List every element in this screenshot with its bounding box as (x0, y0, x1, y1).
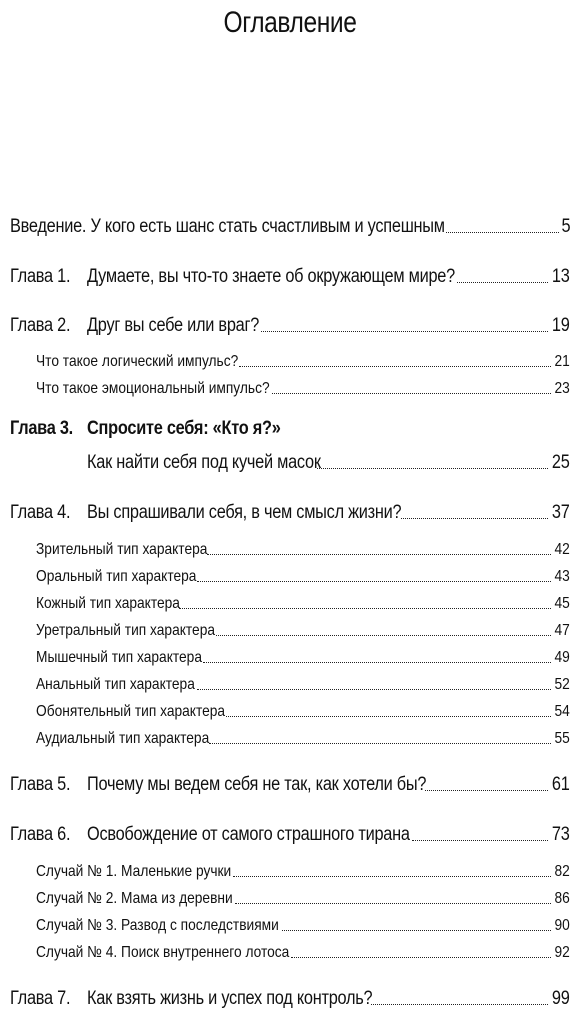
toc-entry-section[interactable] (36, 908, 570, 934)
toc-leader-dots (291, 957, 552, 958)
chapter-number: Глава 6. (10, 824, 71, 845)
toc-entry-label-line2: Как найти себя под кучей масок (87, 452, 321, 473)
toc-page-number: 61 (552, 774, 570, 795)
toc-page-number: 45 (554, 595, 570, 612)
toc-entry-label: Освобождение от самого страшного тирана (87, 824, 410, 845)
toc-entry-section[interactable] (36, 371, 570, 397)
toc-leader-dots (207, 554, 551, 555)
toc-entry-label: Уретральный тип характера (36, 622, 216, 639)
toc-page-number: 92 (554, 944, 570, 961)
toc-entry-label: Случай № 1. Маленькие ручки (36, 863, 232, 880)
toc-leader-dots (317, 468, 549, 469)
toc-leader-dots (446, 232, 559, 233)
toc-page-number: 25 (552, 452, 570, 473)
toc-entry-label: Случай № 3. Развод с последствиями (36, 917, 279, 934)
toc-entry-label: Анальный тип характера (36, 676, 195, 693)
toc-entry-section[interactable] (36, 935, 570, 961)
toc-leader-dots (226, 716, 551, 717)
toc-leader-dots (197, 689, 551, 690)
toc-page-number: 47 (554, 622, 570, 639)
toc-entry-label: Случай № 4. Поиск внутреннего лотоса (36, 944, 290, 961)
toc-leader-dots (197, 581, 552, 582)
toc-entry-label: Вы спрашивали себя, в чем смысл жизни? (87, 502, 402, 523)
toc-entry-section[interactable] (36, 586, 570, 612)
toc-leader-dots (261, 331, 548, 332)
toc-page-number: 13 (552, 266, 570, 287)
toc-page-number: 5 (561, 216, 570, 237)
toc-page-number: 43 (554, 568, 570, 585)
toc-entry-label: Аудиальный тип характера (36, 730, 210, 747)
toc-entry-section[interactable] (36, 667, 570, 693)
toc-entry-label: Друг вы себе или враг? (87, 315, 260, 336)
chapter-number: Глава 1. (10, 266, 71, 287)
toc-entry-section[interactable] (36, 559, 570, 585)
toc-leader-dots (216, 635, 551, 636)
toc-entry-label: Что такое эмоциональный импульс? (36, 380, 270, 397)
toc-page-number: 86 (554, 890, 570, 907)
toc-entry-chapter-1[interactable] (10, 260, 570, 286)
chapter-number: Глава 7. (10, 988, 71, 1009)
toc-entry-section[interactable] (36, 640, 570, 666)
toc-leader-dots (209, 743, 551, 744)
toc-entry-label: Обонятельный тип характера (36, 703, 226, 720)
toc-leader-dots (203, 662, 551, 663)
chapter-number: Глава 2. (10, 315, 71, 336)
toc-entry-section[interactable] (36, 613, 570, 639)
toc-leader-dots (371, 1004, 549, 1005)
toc-entry-label: Что такое логический импульс? (36, 353, 239, 370)
toc-page-number: 21 (554, 353, 570, 370)
toc-entry-label: Спросите себя: «Кто я?» (87, 418, 281, 439)
toc-entry-label: Мышечный тип характера (36, 649, 202, 666)
toc-entry-chapter-2[interactable] (10, 309, 570, 335)
toc-leader-dots (457, 282, 549, 283)
chapter-number: Глава 5. (10, 774, 71, 795)
toc-entry-chapter-3[interactable] (10, 446, 570, 472)
chapter-number: Глава 3. (10, 418, 73, 439)
toc-entry-label: Думаете, вы что-то знаете об окружающем мире? (87, 266, 455, 287)
toc-page-number: 42 (554, 541, 570, 558)
page-title: Оглавление (223, 6, 357, 39)
toc-entry-label: Почему мы ведем себя не так, как хотели бы? (87, 774, 427, 795)
toc-entry-chapter-5[interactable] (10, 768, 570, 794)
toc-leader-dots (401, 518, 549, 519)
toc-page-number: 49 (554, 649, 570, 666)
toc-leader-dots (425, 790, 548, 791)
toc-entry-chapter-7[interactable] (10, 982, 570, 1008)
toc-page-number: 37 (552, 502, 570, 523)
toc-leader-dots (239, 366, 551, 367)
toc-entry-section[interactable] (36, 721, 570, 747)
toc-entry-label: Введение. У кого есть шанс стать счастливым и успешным (10, 216, 445, 237)
toc-page-number: 52 (554, 676, 570, 693)
toc-page-number: 82 (554, 863, 570, 880)
toc-page-number: 23 (554, 380, 570, 397)
toc-entry-introduction[interactable] (10, 210, 570, 236)
toc-entry-label: Зрительный тип характера (36, 541, 208, 558)
toc-entry-chapter-4[interactable] (10, 496, 570, 522)
toc-entry-label: Случай № 2. Мама из деревни (36, 890, 233, 907)
toc-leader-dots (282, 930, 551, 931)
toc-entry-section[interactable] (36, 532, 570, 558)
toc-entry-label: Оральный тип характера (36, 568, 197, 585)
chapter-number: Глава 4. (10, 502, 71, 523)
toc-entry-section[interactable] (36, 854, 570, 880)
toc-leader-dots (272, 393, 552, 394)
toc-entry-label: Как взять жизнь и успех под контроль? (87, 988, 373, 1009)
toc-entry-section[interactable] (36, 881, 570, 907)
toc-page-number: 99 (552, 988, 570, 1009)
toc-page-number: 19 (552, 315, 570, 336)
toc-page-number: 90 (554, 917, 570, 934)
toc-entry-section[interactable] (36, 694, 570, 720)
toc-entry-section[interactable] (36, 344, 570, 370)
toc-page-number: 55 (554, 730, 570, 747)
toc-entry-chapter-3-line1[interactable] (10, 418, 312, 440)
toc-leader-dots (235, 903, 552, 904)
toc-leader-dots (179, 608, 551, 609)
toc-entry-chapter-6[interactable] (10, 818, 570, 844)
toc-page-number: 73 (552, 824, 570, 845)
toc-page-number: 54 (554, 703, 570, 720)
toc-entry-label: Кожный тип характера (36, 595, 180, 612)
toc-leader-dots (233, 876, 551, 877)
toc-leader-dots (412, 840, 548, 841)
